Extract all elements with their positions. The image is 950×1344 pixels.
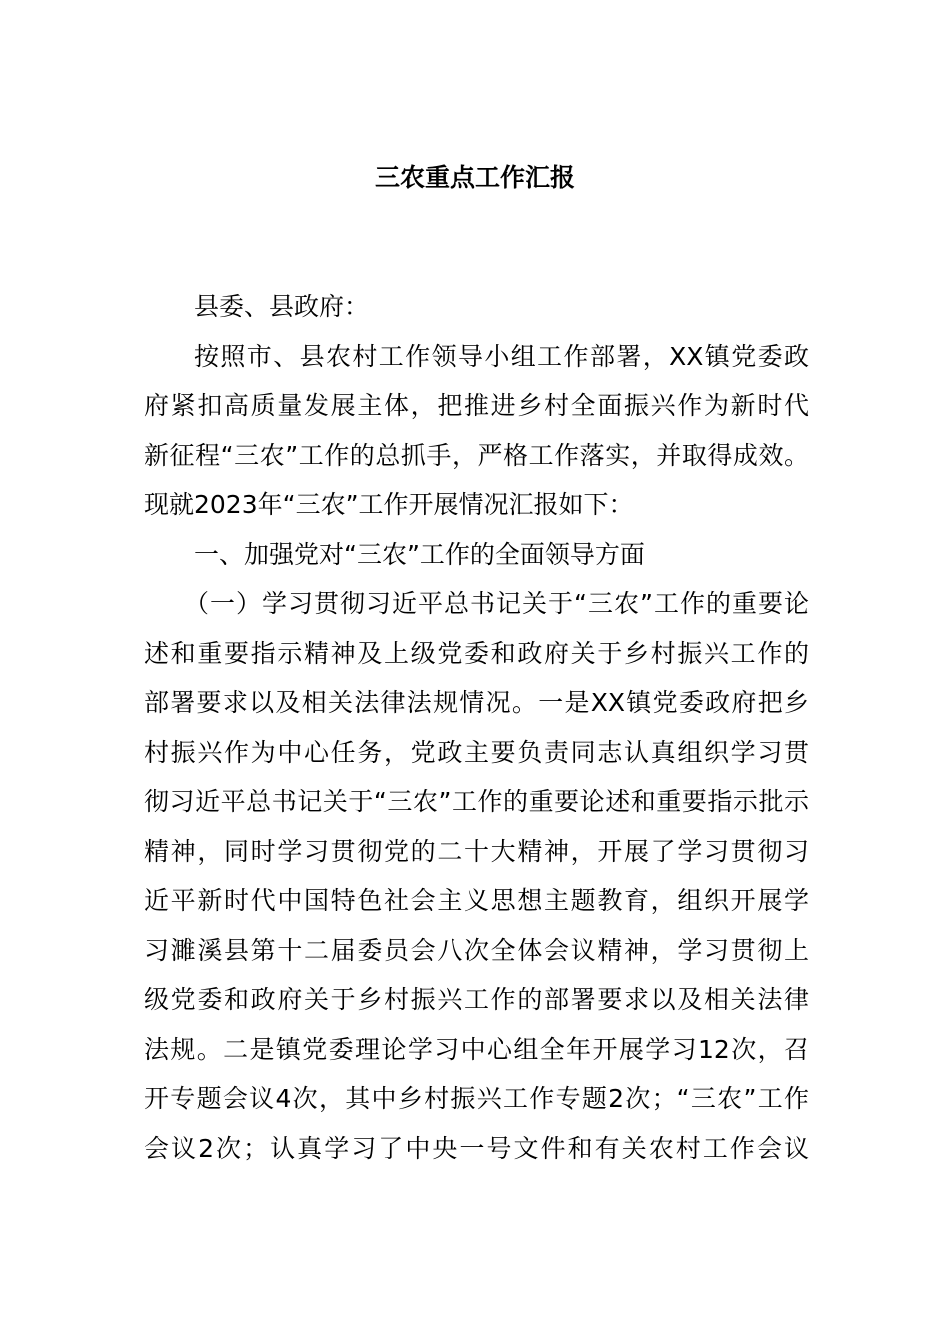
paragraph-line: 府紧扣高质量发展主体，把推进乡村全面振兴作为新时代 [144,391,809,420]
paragraph-line: 彻习近平总书记关于“三农”工作的重要论述和重要指示批示 [144,787,809,816]
paragraph-line: 法规。二是镇党委理论学习中心组全年开展学习12次，召 [144,1034,809,1064]
paragraph-line: 现就2023年“三农”工作开展情况汇报如下： [144,490,634,519]
paragraph-line: 会议2次；认真学习了中央一号文件和有关农村工作会议 [144,1133,809,1163]
document-body [144,282,809,1173]
paragraph-line: 习濉溪县第十二届委员会八次全体会议精神，学习贯彻上 [144,935,809,965]
paragraph-line: （一）学习贯彻习近平总书记关于“三农”工作的重要论 [184,589,809,618]
paragraph-line: 精神，同时学习贯彻党的二十大精神，开展了学习贯彻习 [144,836,809,866]
paragraph-line: 部署要求以及相关法律法规情况。一是XX镇党委政府把乡 [144,688,809,717]
paragraph-line: 新征程“三农”工作的总抓手，严格工作落实，并取得成效。 [144,440,809,470]
paragraph-line: 按照市、县农村工作领导小组工作部署，XX镇党委政 [194,341,809,371]
document-title: 三农重点工作汇报 [374,163,575,192]
paragraph-line: 开专题会议4次，其中乡村振兴工作专题2次；“三农”工作 [144,1084,809,1113]
salutation-line: 县委、县政府： [194,292,370,321]
paragraph-line: 述和重要指示精神及上级党委和政府关于乡村振兴工作的 [144,638,809,668]
section-heading: 一、加强党对“三农”工作的全面领导方面 [194,539,645,569]
paragraph-line: 近平新时代中国特色社会主义思想主题教育，组织开展学 [144,886,809,915]
paragraph-line: 级党委和政府关于乡村振兴工作的部署要求以及相关法律 [144,985,809,1014]
paragraph-line: 村振兴作为中心任务，党政主要负责同志认真组织学习贯 [144,737,809,767]
